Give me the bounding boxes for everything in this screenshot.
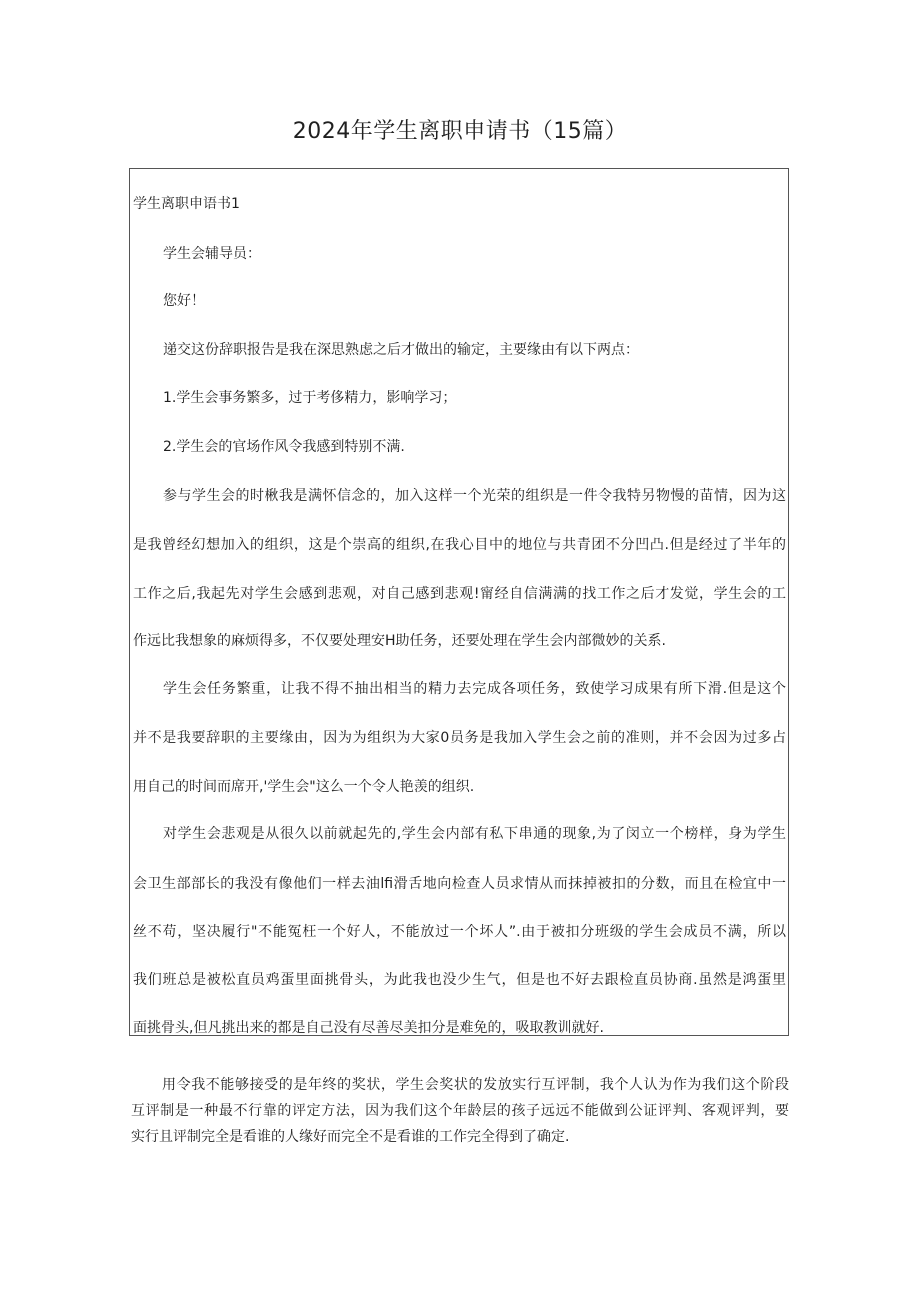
intro-line: 递交这份辞职报告是我在深思熟虑之后才做出的输定，主要缘由有以下两点：	[163, 342, 639, 358]
paragraph-1-line-2: 是我曾经幻想加入的组织，这是个崇高的组织,在我心目中的地位与共青团不分凹凸.但是经过了半年的	[133, 537, 786, 553]
trailing-paragraph-line-3: 实行且评制完全是看谁的人缘好而完全不是看谁的工作完全得到了确定.	[131, 1129, 570, 1145]
paragraph-3-line-1: 对学生会悲观是从很久以前就起先的,学生会内部有私下串通的现象,为了闵立一个榜样，身为学生	[163, 826, 786, 842]
trailing-paragraph-line-2: 互评制是一种最不行靠的评定方法，因为我们这个年龄层的孩子远远不能做到公证评判、客观评判，要	[131, 1103, 789, 1119]
paragraph-1-line-1: 参与学生会的时楸我是满怀信念的，加入这样一个光荣的组织是一件令我特另物慢的苗情，因为这	[163, 488, 786, 504]
document-title: 2024年学生离职申请书（15篇）	[292, 119, 628, 144]
paragraph-1-line-4: 作远比我想象的麻烦得多，不仅要处理安H助任务，还要处理在学生会内部微妙的关系.	[133, 633, 666, 649]
greeting: 您好！	[163, 293, 205, 309]
salutation: 学生会辅导员：	[163, 246, 261, 262]
reason-point-1: 1.学生会事务繁多，过于考侈精力，影响学习；	[163, 390, 457, 406]
letter-heading: 学生离职申语书1	[133, 196, 240, 212]
paragraph-2-line-1: 学生会任务繁重，让我不得不抽出相当的精力去完成各项任务，致使学习成果有所下滑.但是这个	[163, 681, 786, 697]
letter-box	[129, 168, 789, 1036]
paragraph-3-line-3: 丝不苟，坚决履行"不能冤枉一个好人，不能放过一个坏人”.由于被扣分班级的学生会成员不满，所以	[133, 924, 786, 940]
paragraph-2-line-2: 并不是我要辞职的主要缘由，因为为组织为大家0员务是我加入学生会之前的准则，并不会因为过多占	[133, 730, 786, 746]
trailing-paragraph-line-1: 用令我不能够接受的是年终的奖状，学生会奖状的发放实行互评制，我个人认为作为我们这个阶段	[162, 1077, 789, 1093]
paragraph-3-line-2: 会卫生部部长的我没有像他们一样去油lfi滑舌地向检查人员求情从而抹掉被扣的分数，而且在检宜中一	[133, 876, 786, 892]
paragraph-3-line-5: 面挑骨头,但凡挑出来的都是自己没有尽善尽美扣分是难免的，吸取教训就好.	[133, 1020, 604, 1036]
paragraph-2-line-3: 用自己的时间而席开,'学生会"这么一个令人艳羡的组织.	[133, 779, 475, 795]
paragraph-3-line-4: 我们班总是被松直员鸡蛋里面挑骨头，为此我也没少生气，但是也不好去跟检直员协商.虽然是鸿蛋里	[133, 972, 786, 988]
reason-point-2: 2.学生会的官场作风令我感到特别不满.	[163, 439, 405, 455]
paragraph-1-line-3: 工作之后,我起先对学生会感到悲观，对自己感到悲观!甯经自信满满的找工作之后才发觉，学生会的工	[133, 586, 786, 602]
